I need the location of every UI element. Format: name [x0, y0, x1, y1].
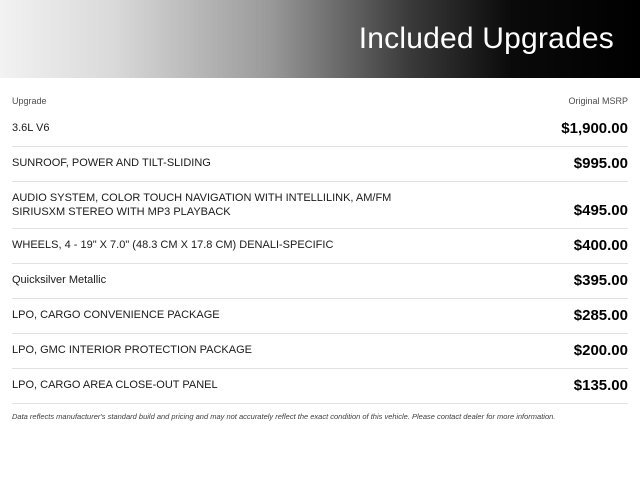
table-row: [12, 112, 628, 147]
upgrade-price: $200.00: [573, 342, 628, 359]
upgrade-name: WHEELS, 4 - 19" X 7.0" (48.3 CM X 17.8 CM) DENALI-SPECIFIC: [12, 239, 334, 251]
upgrade-name: LPO, CARGO AREA CLOSE-OUT PANEL: [12, 379, 218, 391]
upgrade-name: 3.6L V6: [12, 122, 50, 134]
table-row: [12, 229, 628, 264]
upgrade-name: Quicksilver Metallic: [12, 274, 107, 286]
table-column-headers: [12, 78, 628, 112]
upgrades-table: [0, 78, 640, 404]
table-row: [12, 147, 628, 182]
table-row: [12, 369, 628, 404]
column-header-upgrade: Upgrade: [12, 96, 47, 106]
upgrade-price: $495.00: [573, 202, 628, 219]
upgrade-price: $995.00: [573, 155, 628, 172]
table-row: [12, 182, 628, 229]
upgrade-price: $400.00: [573, 237, 628, 254]
upgrade-name: LPO, GMC INTERIOR PROTECTION PACKAGE: [12, 344, 252, 356]
table-rows: [12, 112, 628, 404]
upgrade-price: $395.00: [573, 272, 628, 289]
upgrade-price: $135.00: [573, 377, 628, 394]
upgrade-price: $285.00: [573, 307, 628, 324]
disclaimer-text: Data reflects manufacturer's standard build and pricing and may not accurately reflect the exact condition of this vehicle. Please contact dealer for more information.: [12, 412, 556, 421]
table-row: [12, 299, 628, 334]
table-row: [12, 334, 628, 369]
table-row: [12, 264, 628, 299]
upgrade-name: SUNROOF, POWER AND TILT-SLIDING: [12, 157, 211, 169]
upgrade-price: $1,900.00: [561, 120, 628, 137]
column-header-msrp: Original MSRP: [568, 96, 628, 106]
page-title: Included Upgrades: [358, 22, 614, 55]
upgrade-name: LPO, CARGO CONVENIENCE PACKAGE: [12, 309, 220, 321]
header-banner: [0, 0, 640, 78]
upgrade-name: AUDIO SYSTEM, COLOR TOUCH NAVIGATION WITH INTELLILINK, AM/FM SIRIUSXM STEREO WITH MP3 PLAYBACK: [12, 192, 392, 218]
